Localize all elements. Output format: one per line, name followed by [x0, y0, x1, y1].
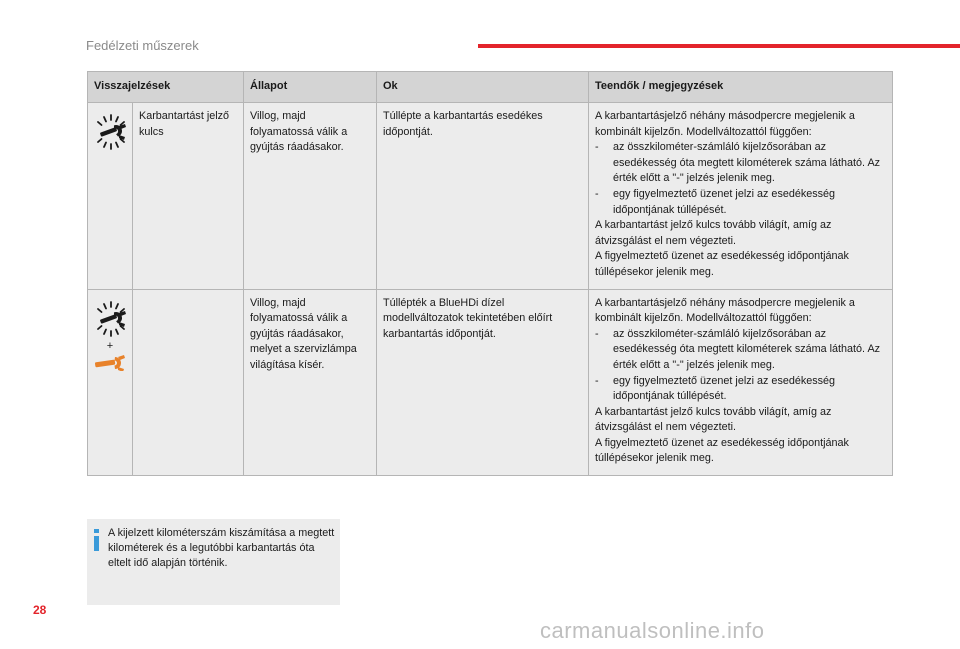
- column-header-state: Állapot: [244, 72, 377, 103]
- indicator-state: Villog, majd folyamatossá válik a gyújtás ráadásakor, melyet a szervizlámpa világítása kísér.: [244, 289, 377, 476]
- list-item: - egy figyelmeztető üzenet jelzi az esedékesség időpontjának túllépését.: [595, 187, 886, 218]
- plus-sign: +: [106, 339, 114, 352]
- table-row: [88, 289, 893, 476]
- info-note: [87, 519, 340, 605]
- warning-lights-table: [87, 71, 893, 476]
- header-accent-bar: [478, 44, 960, 48]
- notes-intro: A karbantartásjelző néhány másodpercre megjelenik a kombinált kijelzőn. Modellváltozattól függően:: [595, 296, 855, 325]
- indicator-cause: Túllépték a BlueHDi dízel modellváltozatok tekintetében előírt karbantartás időpontját.: [377, 289, 589, 476]
- section-title: Fedélzeti műszerek: [86, 38, 199, 53]
- table-row: [88, 103, 893, 290]
- notes-intro: A karbantartásjelző néhány másodpercre megjelenik a kombinált kijelzőn. Modellváltozattól függően:: [595, 110, 855, 138]
- info-note-text: A kijelzett kilométerszám kiszámítása a megtett kilométerek és a legutóbbi karbantartás óta eltelt idő alapján történik.: [108, 527, 335, 570]
- indicator-cause: Túllépte a karbantartás esedékes időpontját.: [377, 103, 589, 290]
- notes-outro: A karbantartást jelző kulcs tovább világít, amíg az átvizsgálást el nem végezteti. A figyelmeztető üzenet az esedékesség időpontjának túllépésekor jelenik meg.: [595, 219, 849, 278]
- service-wrench-icon: [93, 353, 127, 371]
- notes-list: [595, 140, 886, 218]
- maintenance-wrench-icon: [92, 113, 130, 151]
- indicator-icon-cell: [88, 103, 133, 290]
- indicator-name: [133, 289, 244, 476]
- watermark: carmanualsonline.info: [540, 618, 765, 643]
- column-header-actions: Teendők / megjegyzések: [589, 72, 893, 103]
- indicator-notes: [589, 103, 893, 290]
- indicator-state: Villog, majd folyamatossá válik a gyújtás ráadásakor.: [244, 103, 377, 290]
- column-header-cause: Ok: [377, 72, 589, 103]
- list-item: - az összkilométer-számláló kijelzősorában az esedékesség óta megtett kilométerek száma látható. Az érték előtt a "-" jelzés jelenik meg.: [595, 327, 886, 374]
- indicator-name: Karbantartást jelző kulcs: [133, 103, 244, 290]
- page-number: 28: [33, 603, 47, 617]
- list-item: - egy figyelmeztető üzenet jelzi az esedékesség időpontjának túllépését.: [595, 374, 886, 405]
- indicator-notes: [589, 289, 893, 476]
- indicator-icon-cell: [88, 289, 133, 476]
- notes-outro: A karbantartást jelző kulcs tovább világít, amíg az átvizsgálást el nem végezteti. A figyelmeztető üzenet az esedékesség időpontjának túllépésekor jelenik meg.: [595, 405, 849, 465]
- maintenance-wrench-icon: [92, 300, 130, 338]
- info-icon: [93, 529, 101, 551]
- table-header-row: [88, 72, 893, 103]
- list-item: - az összkilométer-számláló kijelzősorában az esedékesség óta megtett kilométerek száma látható. Az érték előtt a "-" jelzés jelenik meg.: [595, 140, 886, 187]
- column-header-indicators: Visszajelzések: [88, 72, 244, 103]
- notes-list: [595, 327, 886, 405]
